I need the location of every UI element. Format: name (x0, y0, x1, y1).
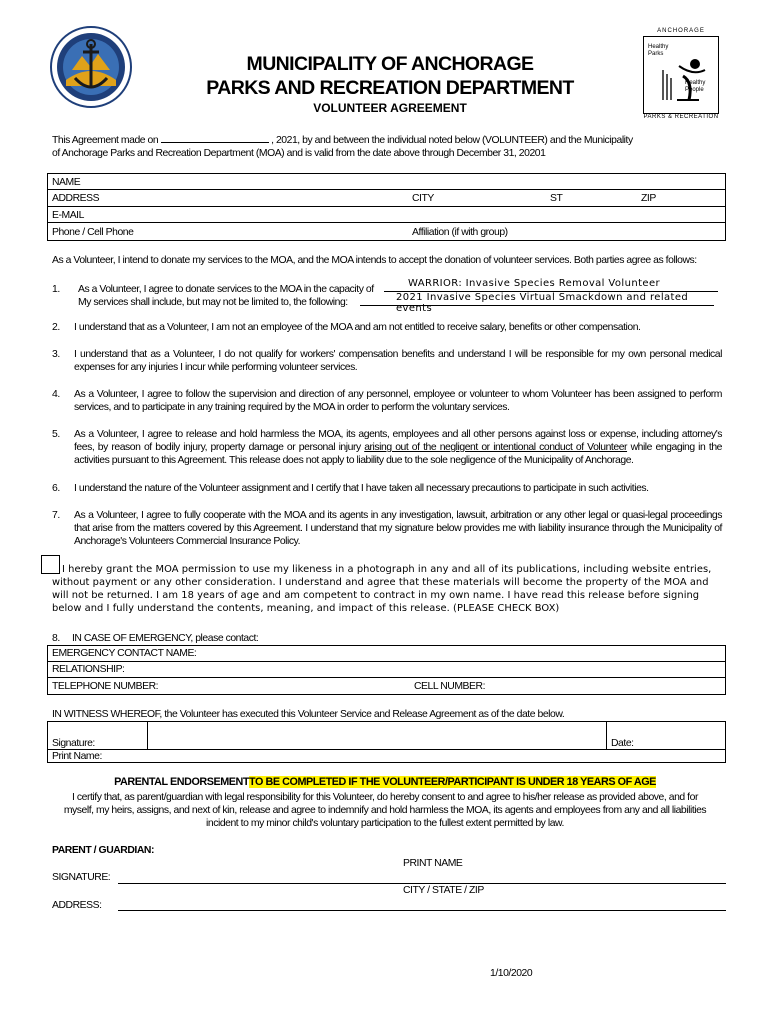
moa-seal-logo (50, 26, 132, 108)
agreement-date-field[interactable] (161, 132, 269, 143)
parent-signature-label: SIGNATURE: (52, 872, 111, 883)
item-1-line2: My services shall include, but may not be limited to, the following: (78, 297, 348, 308)
intro-line2: of Anchorage Parks and Recreation Department (MOA) and is valid from the date above through December 31, 20201 (52, 148, 546, 159)
item-2-number: 2. (52, 322, 60, 333)
affiliation-label: Affiliation (if with group) (412, 227, 508, 238)
photo-release-text: I hereby grant the MOA permission to use my likeness in a photograph in any and all of its publications, including website entries, without payment or any other consideration. I understand and agree that these materials will become the property of the MOA and will not be returned. I am 18 years of age and am competent to contract in my own name. I have read this release before signing below and I fully understand the contents, meaning, and impact of this release. (PLEASE CHECK BOX) (52, 564, 712, 614)
cell-number-label: CELL NUMBER: (414, 681, 486, 692)
relationship-label: RELATIONSHIP: (52, 664, 125, 675)
logo-bottom-text: PARKS & RECREATION (643, 114, 719, 120)
city-label: CITY (412, 193, 434, 204)
item-5-number: 5. (52, 429, 60, 440)
parental-endorsement-heading: PARENTAL ENDORSEMENTTO BE COMPLETED IF THE VOLUNTEER/PARTICIPANT IS UNDER 18 YEARS OF AGE (114, 776, 656, 788)
signature-label: Signature: (52, 738, 95, 749)
parent-print-name-label: PRINT NAME (403, 858, 463, 869)
item-4-number: 4. (52, 389, 60, 400)
witness-text: IN WITNESS WHEREOF, the Volunteer has executed this Volunteer Service and Release Agreement as of the date below. (52, 709, 565, 720)
intro-part1: This Agreement made on (52, 135, 159, 146)
logo-healthy-parks-text: Healthy Parks (648, 44, 669, 57)
zip-label: ZIP (641, 193, 656, 204)
parental-highlight: TO BE COMPLETED IF THE VOLUNTEER/PARTICIPANT IS UNDER 18 YEARS OF AGE (249, 776, 656, 788)
item-4-text: As a Volunteer, I agree to follow the supervision and direction of any personnel, employee or volunteer to whom Volunteer has been assigned to perform services, and to participate in any training required by the MOA in order to perform the voluntary services. (74, 389, 722, 413)
parent-address-label: ADDRESS: (52, 900, 102, 911)
services-field[interactable]: 2021 Invasive Species Virtual Smackdown and related events (360, 292, 714, 306)
item-6-number: 6. (52, 483, 60, 494)
address-label: ADDRESS (52, 193, 100, 204)
logo-top-text: ANCHORAGE (657, 28, 705, 34)
item-7-number: 7. (52, 510, 60, 521)
emergency-heading: 8. IN CASE OF EMERGENCY, please contact: (52, 633, 259, 644)
item-3-text: I understand that as a Volunteer, I do not qualify for workers' compensation benefits and understand I will be responsible for my own personal medical expenses for any injuries I incur while performing volunteer services. (74, 349, 722, 373)
date-label: Date: (611, 738, 634, 749)
parent-guardian-label: PARENT / GUARDIAN: (52, 845, 154, 856)
emergency-contact-name-label: EMERGENCY CONTACT NAME: (52, 648, 197, 659)
healthy-parks-logo (641, 28, 721, 124)
footer-date: 1/10/2020 (490, 968, 533, 979)
item-1-line1: As a Volunteer, I agree to donate services to the MOA in the capacity of (78, 284, 374, 295)
logo-healthy-people-text: Healthy People (685, 80, 706, 93)
item-2-text: I understand that as a Volunteer, I am not an employee of the MOA and am not entitled to receive salary, benefits or other compensation. (74, 322, 641, 333)
item-7-text: As a Volunteer, I agree to fully cooperate with the MOA and its agents in any investigation, lawsuit, arbitration or any other legal or quasi-legal proceedings that arise from the matters covered by this Agreement. I understand that my signature below provides me with liability insurance through the Municipality of Anchorage's Volunteers Commercial Insurance Policy. (74, 510, 722, 547)
item-5-text: As a Volunteer, I agree to release and hold harmless the MOA, its agents, employees and all other persons against loss or expense, including attorney's fees, by reason of bodily injury, property damage or personal injury arising out of the negligent or intentional conduct of Volunteer while engaging in the activities pursuant to this Agreement. This release does not apply to liability due to the sole negligence of the Municipality of Anchorage. (74, 429, 722, 466)
print-name-label: Print Name: (52, 751, 102, 762)
email-label: E-MAIL (52, 210, 84, 221)
terms-intro: As a Volunteer, I intend to donate my services to the MOA, and the MOA intends to accept the donation of volunteer services. Both parties agree as follows: (52, 255, 697, 266)
intro-part2: , 2021, by and between the individual noted below (VOLUNTEER) and the Municipality (271, 135, 633, 146)
document-subtitle: VOLUNTEER AGREEMENT (313, 101, 467, 115)
parental-consent-text: I certify that, as parent/guardian with legal responsibility for this Volunteer, do hereby consent to and agree to his/her release as provided above, and for myself, my heirs, assigns, and next of kin, release and agree to indemnify and hold harmless the MOA, its agents and employees from any and all liabilities incident to my minor child's voluntary participation to the fullest extent permitted by law. (63, 792, 707, 829)
city-state-zip-label: CITY / STATE / ZIP (403, 885, 484, 896)
item-6-text: I understand the nature of the Volunteer assignment and I certify that I have taken all necessary precautions to participate in such activities. (74, 483, 649, 494)
intro-paragraph (52, 132, 732, 160)
item-3-number: 3. (52, 349, 60, 360)
volunteer-info-table (47, 173, 726, 241)
title-line-2: PARKS AND RECREATION DEPARTMENT (206, 77, 574, 99)
parent-address-line[interactable] (118, 910, 726, 911)
item-1-number: 1. (52, 284, 60, 295)
capacity-field[interactable]: WARRIOR: Invasive Species Removal Volunteer (384, 278, 718, 292)
state-label: ST (550, 193, 563, 204)
title-line-1: MUNICIPALITY OF ANCHORAGE (246, 53, 534, 75)
phone-label: Phone / Cell Phone (52, 227, 134, 238)
telephone-number-label: TELEPHONE NUMBER: (52, 681, 159, 692)
name-label: NAME (52, 177, 81, 188)
item-5-underlined: arising out of the negligent or intentional conduct of Volunteer (364, 442, 628, 453)
